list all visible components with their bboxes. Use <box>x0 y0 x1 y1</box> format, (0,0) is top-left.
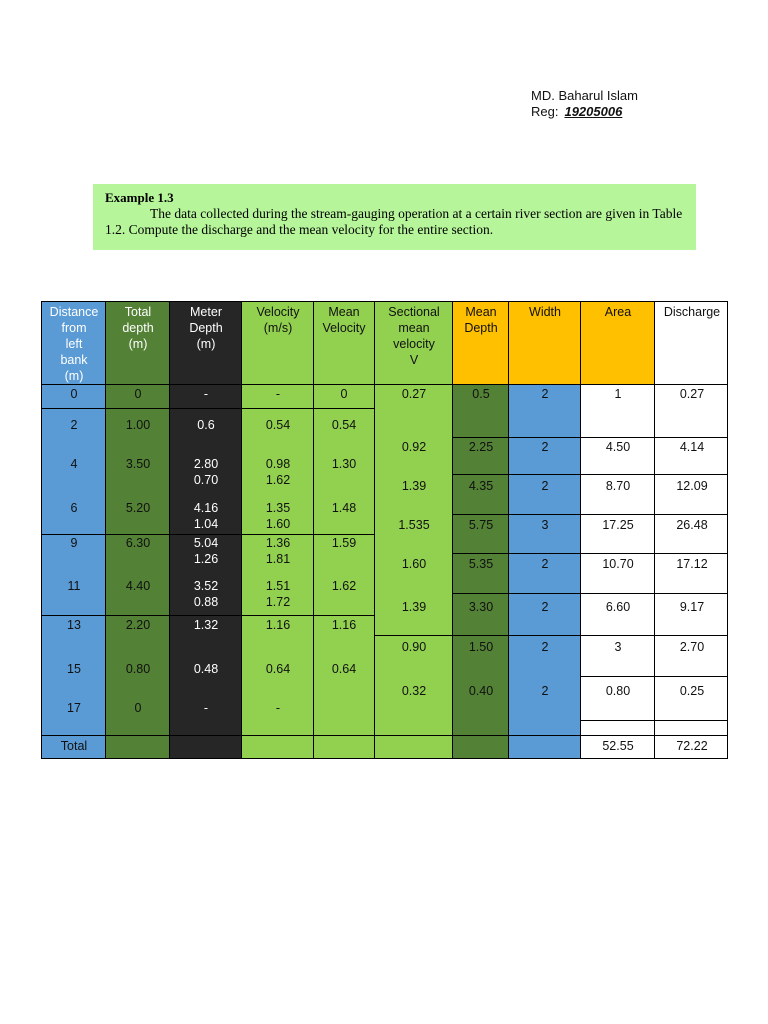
cell-total-depth: 0 <box>134 701 142 715</box>
cell-velocity <box>276 386 280 402</box>
cell-velocity-line: 1.36 <box>265 536 291 550</box>
cell-mean-depth: 5.75 <box>468 518 494 532</box>
cell-area: 17.25 <box>602 518 634 532</box>
cell-meter-depth <box>194 500 218 532</box>
cell-width: 2 <box>541 600 549 614</box>
cell-total-depth: 6.30 <box>125 536 151 550</box>
cell-velocity <box>266 617 290 633</box>
header-mean-depth <box>464 304 497 336</box>
cell-distance: 0 <box>70 387 78 401</box>
cell-area: 1 <box>614 387 622 401</box>
cell-sectional-mean-velocity: 0.32 <box>401 684 427 698</box>
header-mean-velocity-line: Mean <box>328 305 360 319</box>
cell-width: 2 <box>541 440 549 454</box>
cell-mean-velocity: 0.64 <box>331 662 357 676</box>
row-rule <box>581 720 728 721</box>
header-distance-line: bank <box>60 353 88 367</box>
header-distance <box>50 304 99 384</box>
cell-mean-velocity: 0.54 <box>331 418 357 432</box>
cell-meter-depth-line: 0.88 <box>193 595 219 609</box>
row-rule <box>453 553 728 554</box>
cell-discharge: 17.12 <box>676 557 708 571</box>
cell-distance: 11 <box>67 579 81 593</box>
cell-velocity-line: 1.51 <box>265 579 291 593</box>
row-rule <box>42 408 375 409</box>
cell-width: 2 <box>541 557 549 571</box>
cell-total-depth: 4.40 <box>125 579 151 593</box>
header-sectional-mean-velocity <box>388 304 439 368</box>
cell-sectional-mean-velocity: 1.39 <box>401 479 427 493</box>
cell-velocity-line: 1.81 <box>265 552 291 566</box>
header-distance-line: from <box>61 321 87 335</box>
cell-distance: 6 <box>70 501 78 515</box>
cell-mean-velocity: 1.62 <box>331 579 357 593</box>
cell-velocity <box>266 500 290 532</box>
cell-total-depth: 3.50 <box>125 457 151 471</box>
header-area: Area <box>604 305 632 319</box>
cell-width: 2 <box>541 684 549 698</box>
cell-discharge: 4.14 <box>679 440 705 454</box>
cell-velocity <box>266 417 290 433</box>
cell-velocity-line: 1.62 <box>265 473 291 487</box>
cell-meter-depth-line: 0.48 <box>193 662 219 676</box>
cell-velocity <box>266 578 290 610</box>
total-rule <box>42 735 728 736</box>
cell-discharge: 2.70 <box>679 640 705 654</box>
row-rule <box>453 474 728 475</box>
header-meter-depth <box>189 304 222 352</box>
cell-velocity-line: 0.54 <box>265 418 291 432</box>
cell-mean-velocity: 0 <box>340 387 348 401</box>
cell-meter-depth-line: 3.52 <box>193 579 219 593</box>
row-rule <box>453 514 728 515</box>
cell-sectional-mean-velocity: 0.90 <box>401 640 427 654</box>
header-total-depth-line: depth <box>122 321 154 335</box>
header-sectional-mean-velocity-line: mean <box>398 321 430 335</box>
cell-mean-depth: 3.30 <box>468 600 494 614</box>
cell-velocity <box>266 535 290 567</box>
cell-meter-depth-line: 4.16 <box>193 501 219 515</box>
cell-mean-depth: 0.5 <box>472 387 490 401</box>
cell-meter-depth-line: 1.26 <box>193 552 219 566</box>
header-meter-depth-line: Depth <box>189 321 223 335</box>
cell-meter-depth <box>204 386 208 402</box>
cell-meter-depth-line: 1.04 <box>193 517 219 531</box>
author-name: MD. Baharul Islam <box>531 88 638 103</box>
cell-sectional-mean-velocity: 0.92 <box>401 440 427 454</box>
cell-mean-depth: 0.40 <box>468 684 494 698</box>
header-sectional-mean-velocity-line: V <box>409 353 419 367</box>
cell-meter-depth <box>197 417 214 433</box>
cell-area: 4.50 <box>605 440 631 454</box>
cell-total-depth: 0 <box>134 387 142 401</box>
header-mean-velocity <box>322 304 365 336</box>
cell-distance: 4 <box>70 457 78 471</box>
cell-velocity-line: 1.60 <box>265 517 291 531</box>
cell-meter-depth-line: - <box>203 387 209 401</box>
cell-distance: 17 <box>67 701 81 715</box>
discharge-table <box>41 301 728 759</box>
cell-velocity-line: 0.98 <box>265 457 291 471</box>
cell-velocity-line: - <box>275 701 281 715</box>
cell-total-depth: 2.20 <box>125 618 151 632</box>
header-mean-depth-line: Depth <box>464 321 498 335</box>
cell-meter-depth-line: 2.80 <box>193 457 219 471</box>
cell-area: 8.70 <box>605 479 631 493</box>
column-total-depth <box>106 302 170 758</box>
cell-width: 2 <box>541 479 549 493</box>
registration-line <box>531 104 638 120</box>
row-rule <box>581 676 728 677</box>
cell-meter-depth <box>194 535 218 567</box>
cell-meter-depth-line: - <box>203 701 209 715</box>
row-rule <box>375 635 728 636</box>
example-title: Example 1.3 <box>105 190 174 205</box>
cell-velocity <box>276 700 280 716</box>
header-meter-depth-line: (m) <box>196 337 216 351</box>
example-problem-box <box>93 184 696 250</box>
cell-mean-velocity: 1.59 <box>331 536 357 550</box>
cell-width: 2 <box>541 387 549 401</box>
row-rule <box>453 593 728 594</box>
cell-meter-depth <box>194 456 218 488</box>
cell-discharge: 12.09 <box>676 479 708 493</box>
header-total-depth-line: (m) <box>128 337 148 351</box>
author-block <box>531 88 638 120</box>
cell-velocity-line: 1.16 <box>265 618 291 632</box>
cell-mean-depth: 1.50 <box>468 640 494 654</box>
header-mean-depth-line: Mean <box>465 305 497 319</box>
cell-area: 10.70 <box>602 557 634 571</box>
cell-sectional-mean-velocity: 1.39 <box>401 600 427 614</box>
cell-area: 3 <box>614 640 622 654</box>
header-mean-velocity-line: Velocity <box>322 321 366 335</box>
header-velocity-line: (m/s) <box>263 321 293 335</box>
cell-area: 0.80 <box>605 684 631 698</box>
cell-discharge: 0.27 <box>679 387 705 401</box>
cell-width: 2 <box>541 640 549 654</box>
cell-meter-depth <box>204 700 208 716</box>
cell-meter-depth-line: 0.6 <box>197 418 215 432</box>
header-distance-line: Distance <box>49 305 99 319</box>
cell-total-depth: 5.20 <box>125 501 151 515</box>
cell-sectional-mean-velocity: 0.27 <box>401 387 427 401</box>
cell-velocity-line: 1.72 <box>265 595 291 609</box>
cell-mean-depth: 2.25 <box>468 440 494 454</box>
cell-velocity-line: 0.64 <box>265 662 291 676</box>
cell-velocity-line: 1.35 <box>265 501 291 515</box>
cell-mean-velocity: 1.48 <box>331 501 357 515</box>
header-width: Width <box>529 305 561 319</box>
cell-meter-depth-line: 1.32 <box>193 618 219 632</box>
header-discharge: Discharge <box>663 305 721 319</box>
cell-meter-depth <box>194 617 218 633</box>
cell-mean-velocity: 1.30 <box>331 457 357 471</box>
registration-number: 19205006 <box>564 104 623 119</box>
cell-velocity-line: - <box>275 387 281 401</box>
example-text: The data collected during the stream-gauging operation at a certain river section are given in Table 1.2. Compute the discharge and the mean velocity for the entire section. <box>105 206 683 237</box>
header-distance-line: (m) <box>64 369 84 383</box>
total-discharge: 72.22 <box>676 739 708 753</box>
cell-velocity <box>266 661 290 677</box>
cell-mean-velocity: 1.16 <box>331 618 357 632</box>
header-sectional-mean-velocity-line: Sectional <box>388 305 440 319</box>
cell-total-depth: 0.80 <box>125 662 151 676</box>
header-total-depth <box>122 304 153 352</box>
cell-distance: 15 <box>67 662 81 676</box>
cell-total-depth: 1.00 <box>125 418 151 432</box>
cell-area: 6.60 <box>605 600 631 614</box>
row-rule <box>42 615 375 616</box>
header-distance-line: left <box>65 337 83 351</box>
cell-sectional-mean-velocity: 1.60 <box>401 557 427 571</box>
cell-distance: 9 <box>70 536 78 550</box>
cell-sectional-mean-velocity: 1.535 <box>398 518 430 532</box>
header-rule <box>42 384 728 385</box>
header-velocity-line: Velocity <box>256 305 300 319</box>
total-area: 52.55 <box>602 739 634 753</box>
column-mean-velocity <box>314 302 375 758</box>
cell-mean-depth: 5.35 <box>468 557 494 571</box>
header-meter-depth-line: Meter <box>190 305 222 319</box>
cell-distance: 13 <box>67 618 81 632</box>
cell-discharge: 0.25 <box>679 684 705 698</box>
header-velocity <box>256 304 299 336</box>
cell-mean-depth: 4.35 <box>468 479 494 493</box>
registration-label: Reg: <box>531 104 559 119</box>
cell-velocity <box>266 456 290 488</box>
cell-discharge: 9.17 <box>679 600 705 614</box>
header-total-depth-line: Total <box>124 305 152 319</box>
header-sectional-mean-velocity-line: velocity <box>393 337 435 351</box>
cell-distance: 2 <box>70 418 78 432</box>
cell-meter-depth-line: 5.04 <box>193 536 219 550</box>
row-rule <box>453 437 728 438</box>
cell-meter-depth <box>194 578 218 610</box>
cell-width: 3 <box>541 518 549 532</box>
cell-discharge: 26.48 <box>676 518 708 532</box>
total-label: Total <box>60 739 88 753</box>
cell-meter-depth <box>194 661 218 677</box>
cell-meter-depth-line: 0.70 <box>193 473 219 487</box>
